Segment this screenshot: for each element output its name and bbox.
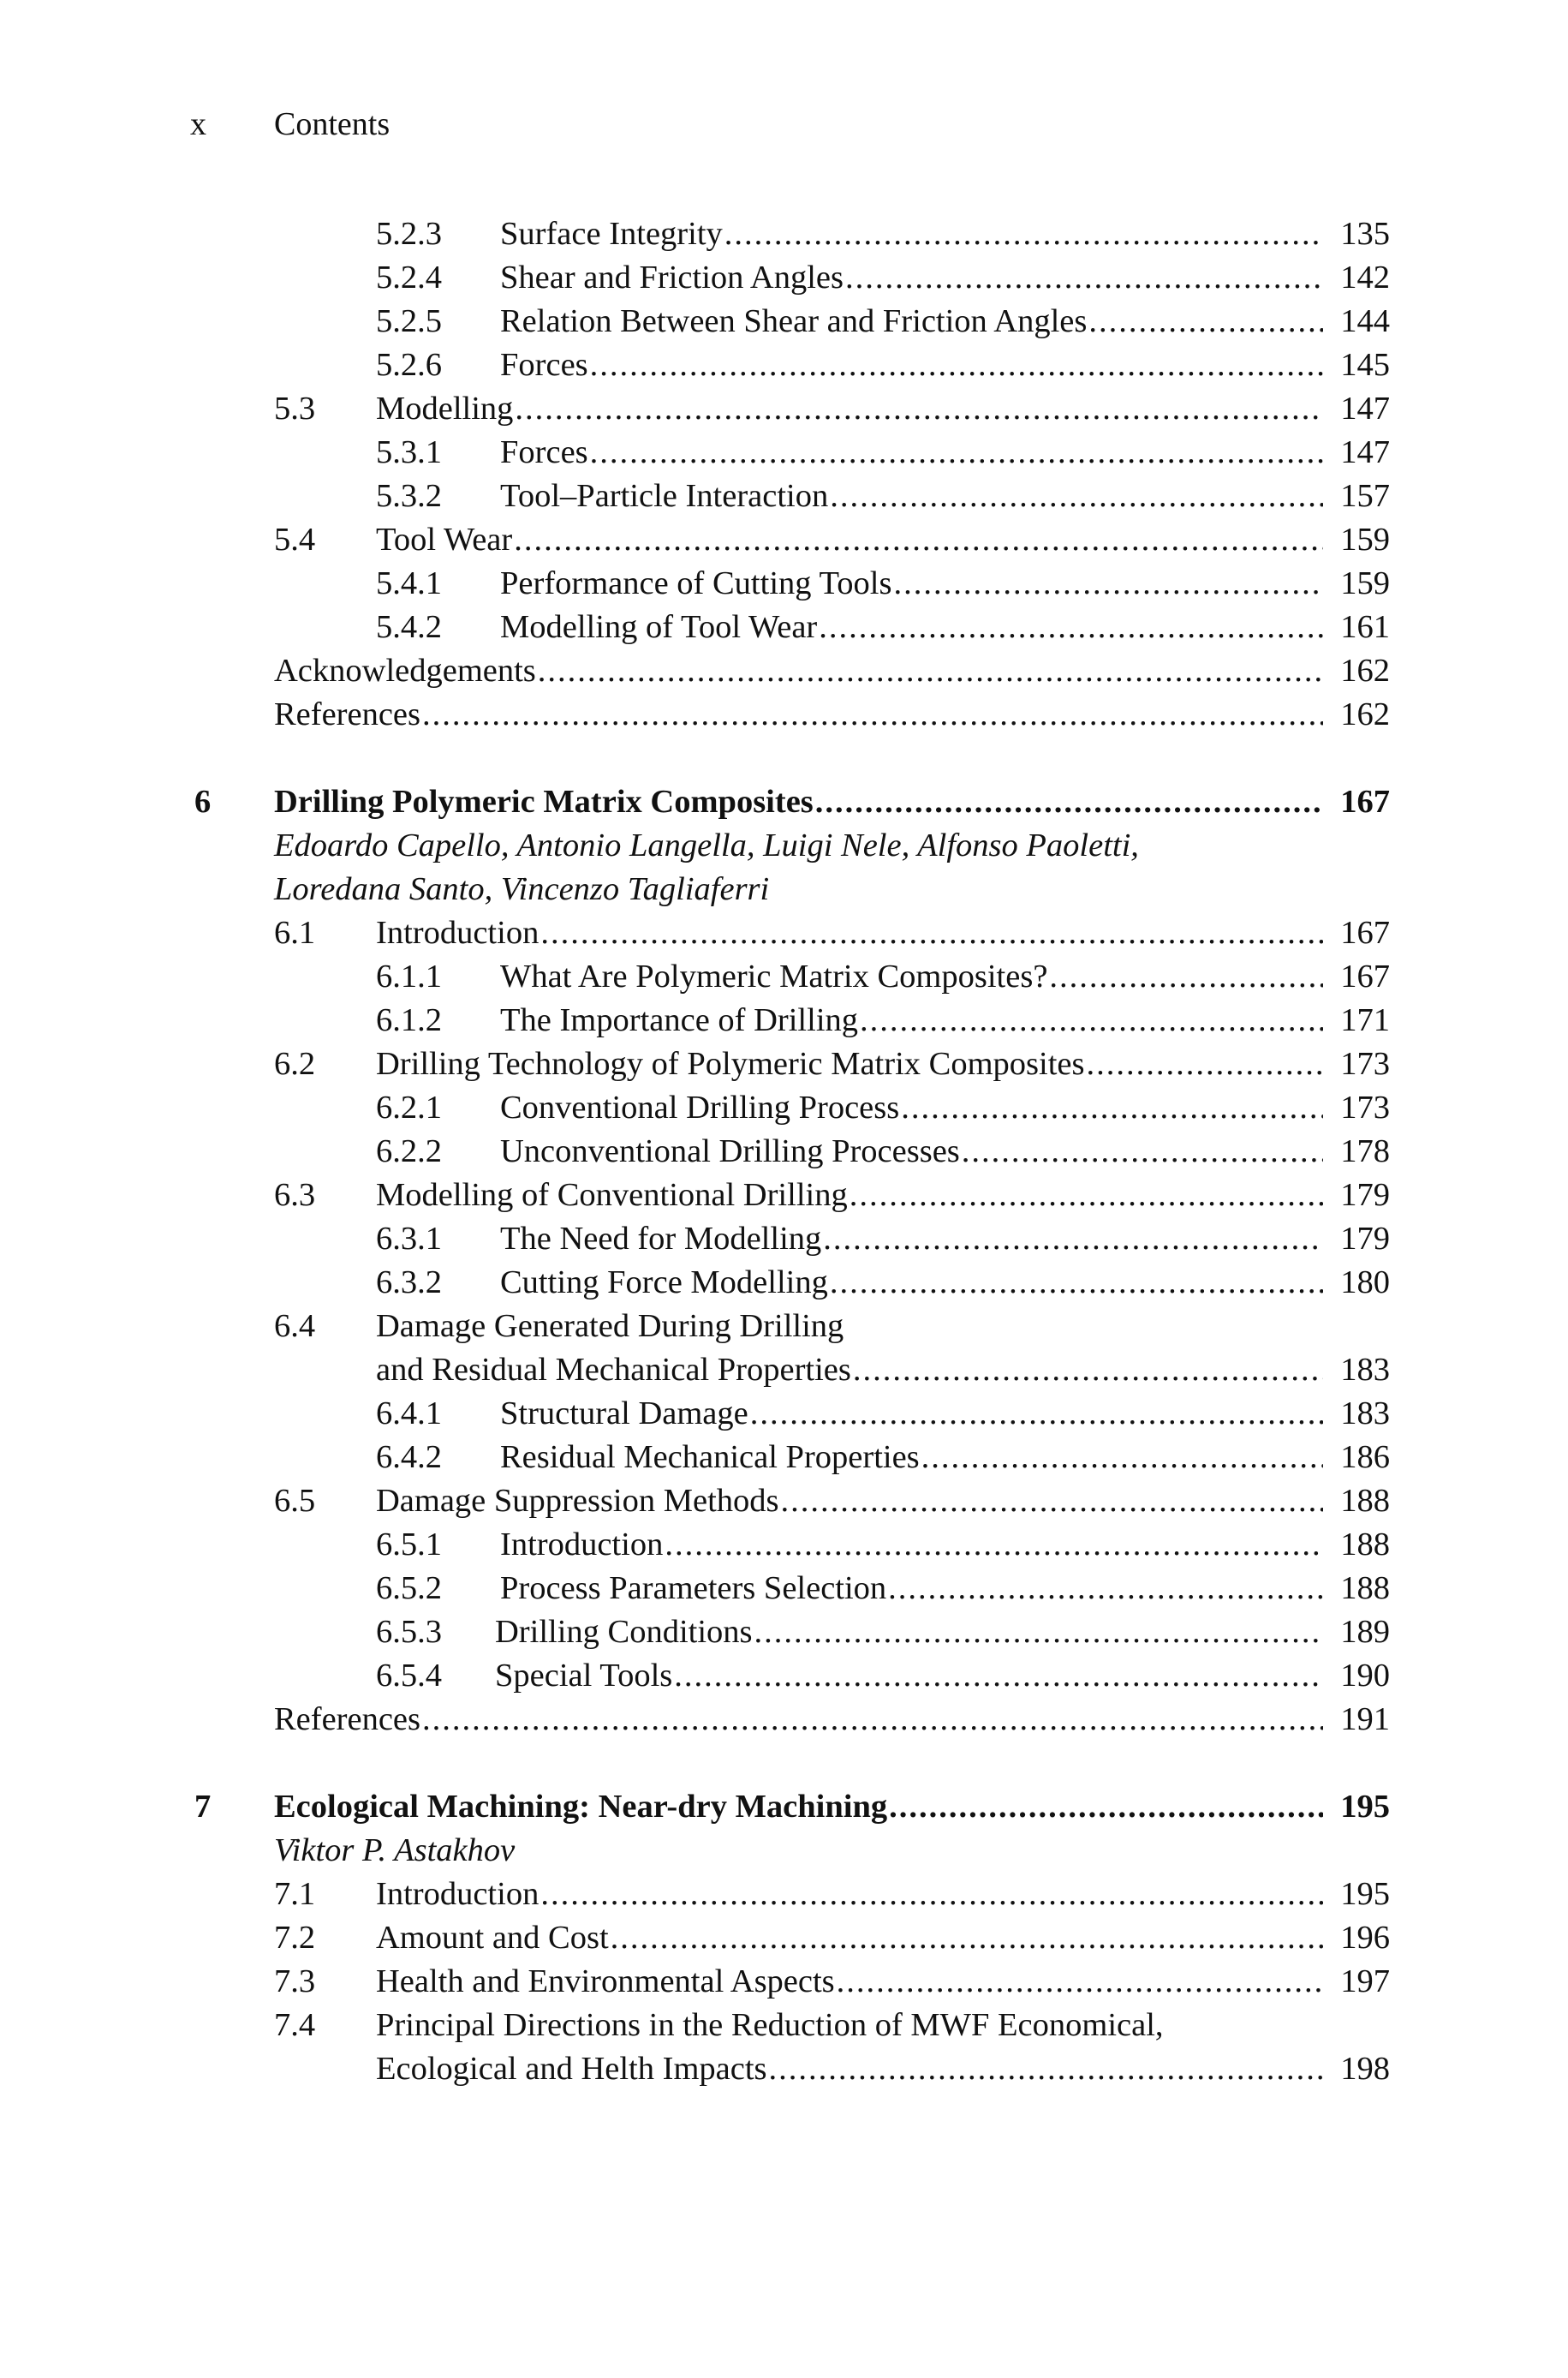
entry-number: 6.3.1 — [376, 1221, 442, 1257]
entry-number: 5.3.1 — [376, 434, 442, 470]
dot-leader — [540, 911, 1323, 955]
entry-leader — [376, 1916, 1327, 1960]
dot-leader — [540, 1873, 1323, 1916]
chapter-heading[interactable] — [0, 1785, 1568, 1829]
chapter-page: 167 — [1340, 784, 1390, 820]
entry-number: 6.5 — [274, 1483, 316, 1519]
entry-title: Damage Generated During Drilling — [376, 1308, 844, 1344]
entry-title: References — [274, 696, 420, 732]
entry-leader — [500, 1523, 1327, 1567]
entry-title: Unconventional Drilling Processes — [500, 1133, 960, 1169]
toc-entry[interactable] — [0, 1043, 1568, 1086]
authors-line: Edoardo Capello, Antonio Langella, Luigi Nele, Alfonso Paoletti, — [274, 828, 1139, 863]
entry-title: Forces — [500, 347, 588, 383]
entry-page: 180 — [1340, 1264, 1390, 1300]
entry-page: 147 — [1340, 434, 1390, 470]
entry-page: 188 — [1340, 1527, 1390, 1562]
chapter-6-section — [0, 780, 1568, 1742]
entry-leader — [376, 518, 1327, 562]
entry-leader — [500, 1436, 1327, 1479]
entry-title: Modelling of Tool Wear — [500, 609, 818, 645]
entry-title: Acknowledgements — [274, 653, 536, 689]
entry-number: 5.4.1 — [376, 565, 442, 601]
entry-leader — [500, 300, 1327, 344]
entry-title: Principal Directions in the Reduction of MWF Economical, — [376, 2007, 1164, 2043]
dot-leader — [901, 1086, 1323, 1130]
entry-leader — [274, 649, 1327, 693]
entry-page: 167 — [1340, 959, 1390, 995]
dot-leader — [860, 999, 1323, 1043]
dot-leader — [674, 1654, 1323, 1698]
dot-leader — [962, 1130, 1323, 1174]
entry-number: 7.1 — [274, 1876, 316, 1912]
authors-line: Loredana Santo, Vincenzo Tagliaferri — [274, 871, 770, 907]
entry-leader — [500, 999, 1327, 1043]
entry-leader — [274, 780, 1327, 824]
toc-entry[interactable] — [0, 1130, 1568, 1174]
entry-page: 198 — [1340, 2051, 1390, 2087]
entry-leader — [376, 1479, 1327, 1523]
entry-page: 195 — [1340, 1876, 1390, 1912]
entry-leader — [495, 1654, 1327, 1698]
entry-leader — [500, 431, 1327, 475]
entry-number: 5.4.2 — [376, 609, 442, 645]
dot-leader — [422, 1698, 1323, 1742]
toc-entry-references[interactable] — [0, 693, 1568, 737]
dot-leader — [750, 1392, 1323, 1436]
entry-number: 6.5.3 — [376, 1614, 442, 1650]
entry-page: 171 — [1340, 1002, 1390, 1038]
entry-leader — [376, 911, 1327, 955]
entry-number: 6.1.1 — [376, 959, 442, 995]
entry-leader — [274, 693, 1327, 737]
toc-entry[interactable] — [0, 1436, 1568, 1479]
toc-entry[interactable] — [0, 1654, 1568, 1698]
entry-page: 190 — [1340, 1658, 1390, 1694]
dot-leader — [819, 606, 1323, 649]
toc-entry[interactable] — [0, 955, 1568, 999]
toc-entry[interactable] — [0, 1217, 1568, 1261]
entry-number: 7.3 — [274, 1963, 316, 1999]
entry-page: 144 — [1340, 303, 1390, 339]
entry-leader — [500, 562, 1327, 606]
entry-page: 162 — [1340, 696, 1390, 732]
toc-entry[interactable] — [0, 1523, 1568, 1567]
entry-page: 179 — [1340, 1177, 1390, 1213]
entry-leader — [376, 1043, 1327, 1086]
dot-leader — [754, 1610, 1323, 1654]
entry-title: Cutting Force Modelling — [500, 1264, 828, 1300]
toc-entry[interactable] — [0, 1086, 1568, 1130]
entry-title: Tool–Particle Interaction — [500, 478, 829, 514]
entry-leader — [500, 1261, 1327, 1305]
entry-leader — [495, 1610, 1327, 1654]
entry-number: 6.1.2 — [376, 1002, 442, 1038]
toc-entry[interactable] — [0, 387, 1568, 431]
dot-leader — [590, 431, 1323, 475]
dot-leader — [850, 1174, 1323, 1217]
entry-leader — [376, 2047, 1327, 2091]
entry-page: 173 — [1340, 1090, 1390, 1126]
chapter-5-section — [0, 212, 1568, 737]
entry-page: 147 — [1340, 391, 1390, 427]
entry-number: 5.2.6 — [376, 347, 442, 383]
entry-number: 6.3 — [274, 1177, 316, 1213]
entry-page: 189 — [1340, 1614, 1390, 1650]
entry-title: Amount and Cost — [376, 1920, 609, 1956]
entry-title: References — [274, 1701, 420, 1737]
toc-entry-acknowledgements[interactable] — [0, 649, 1568, 693]
entry-page: 186 — [1340, 1439, 1390, 1475]
entry-number: 5.2.4 — [376, 260, 442, 296]
entry-title: What Are Polymeric Matrix Composites? — [500, 959, 1048, 995]
chapter-heading[interactable] — [0, 780, 1568, 824]
entry-number: 6.2.1 — [376, 1090, 442, 1126]
entry-title: Relation Between Shear and Friction Angles — [500, 303, 1088, 339]
dot-leader — [853, 1348, 1323, 1392]
toc-entry-references[interactable] — [0, 1698, 1568, 1742]
entry-leader — [500, 1086, 1327, 1130]
entry-page: 191 — [1340, 1701, 1390, 1737]
dot-leader — [830, 475, 1323, 518]
toc-entry[interactable] — [0, 518, 1568, 562]
toc-entry[interactable] — [0, 1610, 1568, 1654]
toc-entry[interactable] — [0, 1261, 1568, 1305]
toc-entry[interactable] — [0, 999, 1568, 1043]
entry-number: 6.5.1 — [376, 1527, 442, 1562]
entry-leader — [500, 606, 1327, 649]
entry-leader — [500, 1392, 1327, 1436]
entry-title-continued: and Residual Mechanical Properties — [376, 1352, 851, 1388]
dot-leader — [837, 1960, 1323, 2004]
toc-entry[interactable] — [0, 562, 1568, 606]
dot-leader — [845, 256, 1323, 300]
entry-page: 173 — [1340, 1046, 1390, 1082]
entry-title: Process Parameters Selection — [500, 1570, 887, 1606]
entry-leader — [274, 1698, 1327, 1742]
entry-title: Special Tools — [495, 1658, 673, 1694]
dot-leader — [1086, 1043, 1323, 1086]
entry-title: Forces — [500, 434, 588, 470]
toc-entry[interactable] — [0, 1873, 1568, 1916]
dot-leader — [515, 387, 1323, 431]
entry-number: 5.2.5 — [376, 303, 442, 339]
dot-leader — [888, 1567, 1323, 1610]
entry-number: 6.4 — [274, 1308, 316, 1344]
toc-entry-continuation[interactable] — [0, 1348, 1568, 1392]
entry-page: 161 — [1340, 609, 1390, 645]
entry-page: 196 — [1340, 1920, 1390, 1956]
dot-leader — [514, 518, 1323, 562]
entry-title-continued: Ecological and Helth Impacts — [376, 2051, 767, 2087]
toc-entry[interactable] — [0, 1174, 1568, 1217]
dot-leader — [422, 693, 1323, 737]
entry-title: Introduction — [376, 915, 540, 951]
entry-title: Structural Damage — [500, 1395, 748, 1431]
entry-number: 6.2.2 — [376, 1133, 442, 1169]
entry-leader — [500, 256, 1327, 300]
entry-leader — [376, 1873, 1327, 1916]
entry-leader — [500, 1217, 1327, 1261]
chapter-authors — [0, 1829, 1568, 1873]
toc-entry[interactable] — [0, 911, 1568, 955]
entry-page: 159 — [1340, 522, 1390, 558]
entry-leader — [500, 955, 1327, 999]
entry-page: 135 — [1340, 216, 1390, 252]
chapter-title: Drilling Polymeric Matrix Composites — [274, 784, 814, 820]
chapter-number: 6 — [194, 784, 212, 820]
dot-leader — [921, 1436, 1323, 1479]
entry-number: 7.2 — [274, 1920, 316, 1956]
entry-page: 183 — [1340, 1395, 1390, 1431]
dot-leader — [611, 1916, 1323, 1960]
entry-number: 5.2.3 — [376, 216, 442, 252]
toc-entry[interactable] — [0, 1567, 1568, 1610]
chapter-number: 7 — [194, 1789, 212, 1825]
entry-page: 183 — [1340, 1352, 1390, 1388]
entry-page: 197 — [1340, 1963, 1390, 1999]
entry-title: Tool Wear — [376, 522, 513, 558]
entry-number: 6.4.2 — [376, 1439, 442, 1475]
entry-number: 6.4.1 — [376, 1395, 442, 1431]
dot-leader — [893, 562, 1323, 606]
entry-leader — [274, 1785, 1327, 1829]
entry-page: 178 — [1340, 1133, 1390, 1169]
toc-entry[interactable] — [0, 606, 1568, 649]
entry-leader — [500, 1567, 1327, 1610]
entry-number: 6.1 — [274, 915, 316, 951]
entry-number: 6.3.2 — [376, 1264, 442, 1300]
entry-leader — [500, 344, 1327, 387]
entry-title: Damage Suppression Methods — [376, 1483, 779, 1519]
entry-page: 162 — [1340, 653, 1390, 689]
entry-title: Introduction — [376, 1876, 540, 1912]
chapter-authors — [0, 824, 1568, 868]
entry-title: Performance of Cutting Tools — [500, 565, 892, 601]
running-title: Contents — [274, 106, 391, 142]
chapter-7-section — [0, 1785, 1568, 2091]
entry-title: Health and Environmental Aspects — [376, 1963, 835, 1999]
chapter-page: 195 — [1340, 1789, 1390, 1825]
entry-page: 167 — [1340, 915, 1390, 951]
entry-leader — [500, 1130, 1327, 1174]
entry-title: Conventional Drilling Process — [500, 1090, 900, 1126]
entry-page: 188 — [1340, 1570, 1390, 1606]
entry-number: 6.5.4 — [376, 1658, 442, 1694]
entry-title: Modelling — [376, 391, 514, 427]
dot-leader — [665, 1523, 1323, 1567]
toc-entry[interactable] — [0, 1479, 1568, 1523]
entry-number: 5.3.2 — [376, 478, 442, 514]
chapter-title: Ecological Machining: Near-dry Machining — [274, 1789, 888, 1825]
toc-entry[interactable] — [0, 431, 1568, 475]
entry-page: 142 — [1340, 260, 1390, 296]
entry-page: 188 — [1340, 1483, 1390, 1519]
entry-number: 6.5.2 — [376, 1570, 442, 1606]
dot-leader — [1088, 300, 1323, 344]
toc-entry[interactable] — [0, 256, 1568, 300]
dot-leader — [815, 780, 1323, 824]
dot-leader — [538, 649, 1323, 693]
toc-entry[interactable] — [0, 344, 1568, 387]
dot-leader — [889, 1785, 1323, 1829]
toc-entry[interactable] — [0, 475, 1568, 518]
dot-leader — [781, 1479, 1324, 1523]
entry-number: 5.4 — [274, 522, 316, 558]
toc-entry[interactable] — [0, 1392, 1568, 1436]
toc-entry[interactable] — [0, 2004, 1568, 2047]
toc-entry[interactable] — [0, 1305, 1568, 1348]
entry-title: Drilling Technology of Polymeric Matrix Composites — [376, 1046, 1085, 1082]
toc-entry[interactable] — [0, 300, 1568, 344]
entry-leader — [376, 1960, 1327, 2004]
entry-title: Shear and Friction Angles — [500, 260, 844, 296]
entry-number: 5.3 — [274, 391, 316, 427]
dot-leader — [823, 1217, 1323, 1261]
entry-leader — [376, 1348, 1327, 1392]
authors-line: Viktor P. Astakhov — [274, 1832, 516, 1868]
table-of-contents — [0, 212, 1568, 2091]
dot-leader — [1049, 955, 1323, 999]
entry-page: 157 — [1340, 478, 1390, 514]
page-folio: x — [190, 106, 206, 142]
entry-leader — [376, 387, 1327, 431]
entry-page: 159 — [1340, 565, 1390, 601]
entry-title: Residual Mechanical Properties — [500, 1439, 920, 1475]
entry-page: 179 — [1340, 1221, 1390, 1257]
entry-title: Surface Integrity — [500, 216, 723, 252]
toc-entry[interactable] — [0, 212, 1568, 256]
entry-title: Drilling Conditions — [495, 1614, 753, 1650]
entry-leader — [500, 475, 1327, 518]
dot-leader — [590, 344, 1323, 387]
dot-leader — [724, 212, 1323, 256]
entry-leader — [376, 1174, 1327, 1217]
entry-page: 145 — [1340, 347, 1390, 383]
dot-leader — [830, 1261, 1323, 1305]
chapter-authors — [0, 868, 1568, 911]
toc-entry[interactable] — [0, 1960, 1568, 2004]
toc-entry[interactable] — [0, 1916, 1568, 1960]
toc-entry-continuation[interactable] — [0, 2047, 1568, 2091]
dot-leader — [769, 2047, 1324, 2091]
entry-title: Introduction — [500, 1527, 664, 1562]
entry-title: The Need for Modelling — [500, 1221, 822, 1257]
entry-number: 7.4 — [274, 2007, 316, 2043]
entry-title: Modelling of Conventional Drilling — [376, 1177, 848, 1213]
entry-leader — [500, 212, 1327, 256]
entry-title: The Importance of Drilling — [500, 1002, 859, 1038]
entry-number: 6.2 — [274, 1046, 316, 1082]
